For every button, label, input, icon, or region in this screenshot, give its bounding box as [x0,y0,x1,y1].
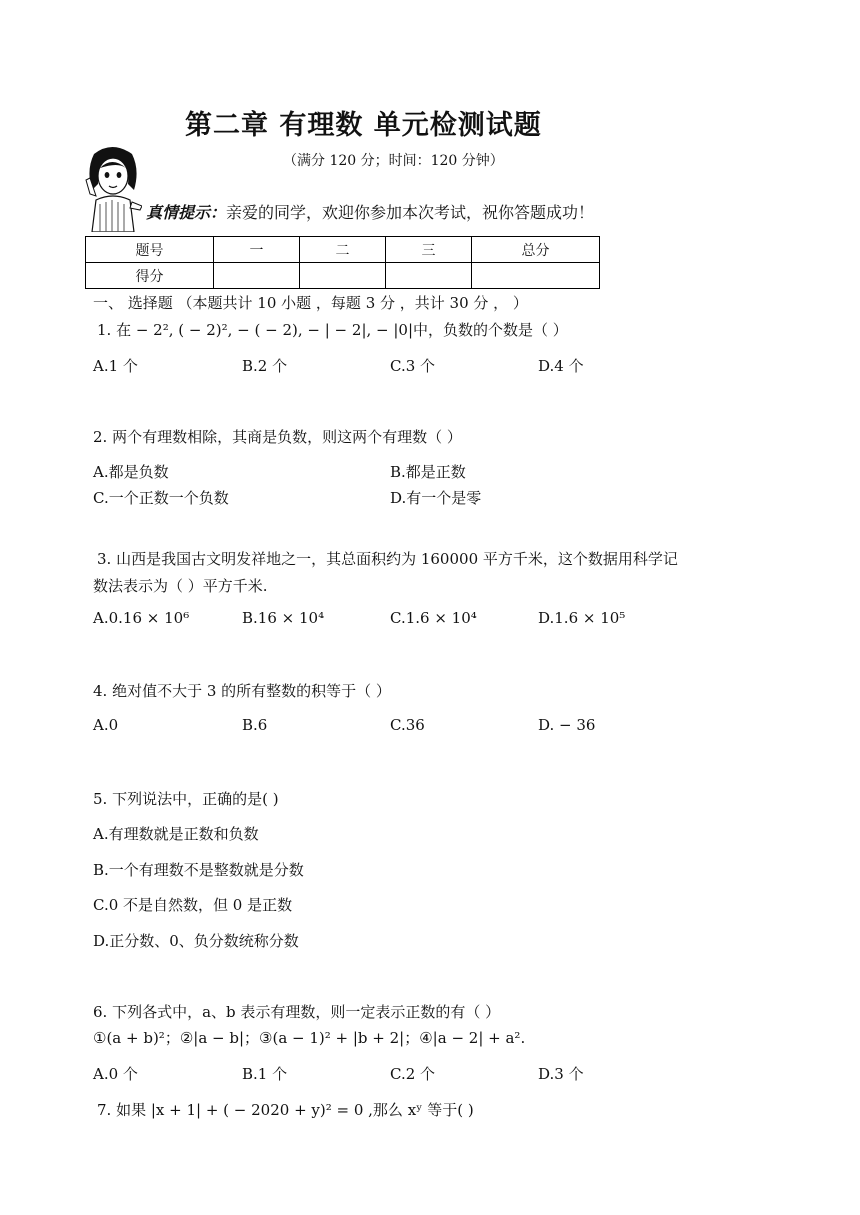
q6-option-c: C.2 个 [390,1065,436,1083]
question-7-stem: 7. 如果 |x + 1| + ( − 2020 + y)² = 0 ,那么 xʸ 等于( ) [97,1101,474,1119]
q4-option-a: A.0 [93,716,119,734]
q1-option-c: C.3 个 [390,357,436,375]
score-cell[interactable] [472,263,600,289]
table-score-row [86,263,600,289]
q2-option-d: D.有一个是零 [390,489,482,507]
page-title: 第二章 有理数 单元检测试题 [185,110,542,141]
exam-subtitle: （满分 120 分；时间：120 分钟） [283,153,504,169]
q2-option-a: A.都是负数 [93,463,169,481]
tip-text: 亲爱的同学，欢迎你参加本次考试，祝你答题成功！ [226,203,595,222]
table-header-row [86,237,600,263]
header-cell: 一 [214,237,300,263]
header-cell: 总分 [472,237,600,263]
q3-option-b: B.16 × 10⁴ [242,609,325,627]
section-heading: 一、 选择题 （本题共计 10 小题 ，每题 3 分 ，共计 30 分 ， ） [93,294,528,312]
q6-option-a: A.0 个 [93,1065,138,1083]
q6-option-b: B.1 个 [242,1065,288,1083]
score-cell[interactable] [386,263,472,289]
question-1-stem: 1. 在 − 2², ( − 2)², − ( − 2), − | − 2|, − |0|中，负数的个数是（ ） [97,321,568,339]
q5-option-b: B.一个有理数不是整数就是分数 [93,861,304,879]
row-label-cell: 得分 [86,263,214,289]
q5-option-a: A.有理数就是正数和负数 [93,825,259,843]
question-4-stem: 4. 绝对值不大于 3 的所有整数的积等于（ ） [93,682,391,700]
question-3-stem-line1: 3. 山西是我国古文明发祥地之一，其总面积约为 160000 平方千米，这个数据用科学记 [97,550,678,568]
question-6-stem: 6. 下列各式中，a、b 表示有理数，则一定表示正数的有（ ） [93,1003,501,1021]
q1-option-b: B.2 个 [242,357,288,375]
q6-option-d: D.3 个 [538,1065,584,1083]
tip-line [146,200,594,223]
q3-option-a: A.0.16 × 10⁶ [93,609,190,627]
header-cell: 题号 [86,237,214,263]
score-cell[interactable] [214,263,300,289]
score-cell[interactable] [300,263,386,289]
q5-option-c: C.0 不是自然数，但 0 是正数 [93,896,293,914]
q4-option-d: D. − 36 [538,716,596,734]
q2-option-c: C.一个正数一个负数 [93,489,229,507]
q3-option-c: C.1.6 × 10⁴ [390,609,477,627]
header-cell: 三 [386,237,472,263]
question-3-stem-line2: 数法表示为（ ）平方千米. [93,577,268,595]
q4-option-c: C.36 [390,716,425,734]
q1-option-a: A.1 个 [93,357,138,375]
tip-label: 真情提示： [146,203,227,222]
q1-option-d: D.4 个 [538,357,584,375]
score-table [85,236,600,289]
header-cell: 二 [300,237,386,263]
q3-option-d: D.1.6 × 10⁵ [538,609,626,627]
question-5-stem: 5. 下列说法中，正确的是( ) [93,790,279,808]
q4-option-b: B.6 [242,716,268,734]
q5-option-d: D.正分数、0、负分数统称分数 [93,932,299,950]
question-6-expressions: ①(a + b)²；②|a − b|；③(a − 1)² + |b + 2|；④|a − 2| + a². [93,1029,526,1047]
question-2-stem: 2. 两个有理数相除，其商是负数，则这两个有理数（ ） [93,428,462,446]
q2-option-b: B.都是正数 [390,463,466,481]
girl-illustration [84,144,142,232]
